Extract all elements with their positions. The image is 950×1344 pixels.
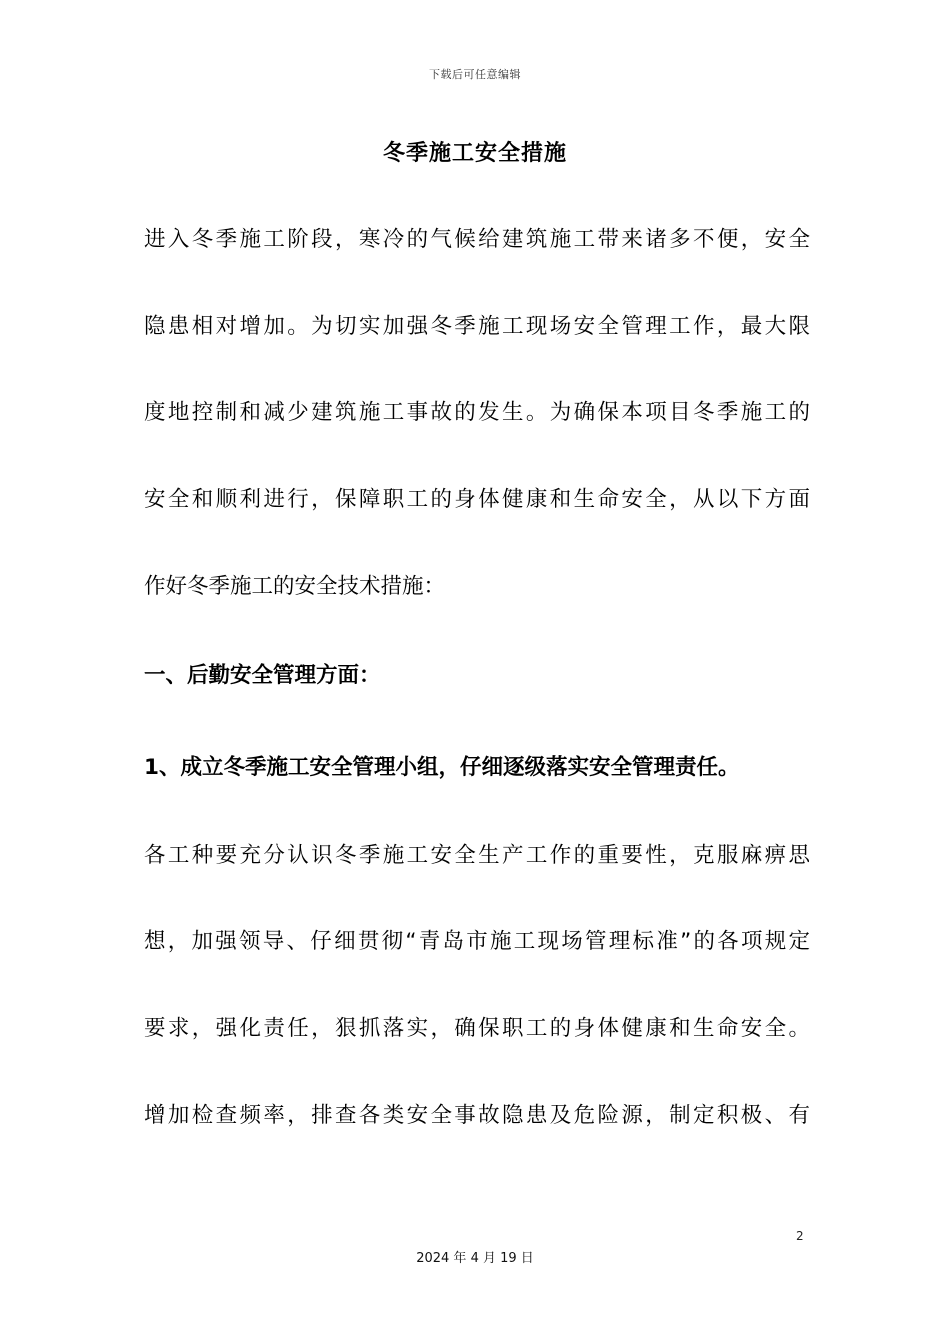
paragraph-line: 要求，强化责任，狠抓落实，确保职工的身体健康和生命安全。 <box>144 1016 810 1041</box>
paragraph-line: 各工种要充分认识冬季施工安全生产工作的重要性，克服麻痹思 <box>144 843 810 868</box>
paragraph-line: 想，加强领导、仔细贯彻“青岛市施工现场管理标准”的各项规定 <box>144 929 810 954</box>
paragraph-line: 进入冬季施工阶段，寒冷的气候给建筑施工带来诸多不便，安全 <box>144 227 810 252</box>
paragraph-line: 度地控制和减少建筑施工事故的发生。为确保本项目冬季施工的 <box>144 400 810 425</box>
footer-date: 2024 年 4 月 19 日 <box>416 1251 534 1266</box>
paragraph-line: 作好冬季施工的安全技术措施： <box>144 574 446 599</box>
document-title: 冬季施工安全措施 <box>382 141 567 166</box>
header-note: 下载后可任意编辑 <box>429 68 521 81</box>
paragraph-line: 隐患相对增加。为切实加强冬季施工现场安全管理工作，最大限 <box>144 314 810 339</box>
paragraph-line: 增加检查频率，排查各类安全事故隐患及危险源，制定积极、有 <box>144 1103 810 1128</box>
paragraph-line: 安全和顺利进行，保障职工的身体健康和生命安全，从以下方面 <box>144 487 810 512</box>
section-heading: 一、后勤安全管理方面： <box>144 663 381 688</box>
page-number: 2 <box>796 1229 804 1243</box>
subsection-heading: 1、成立冬季施工安全管理小组，仔细逐级落实安全管理责任。 <box>144 755 740 780</box>
